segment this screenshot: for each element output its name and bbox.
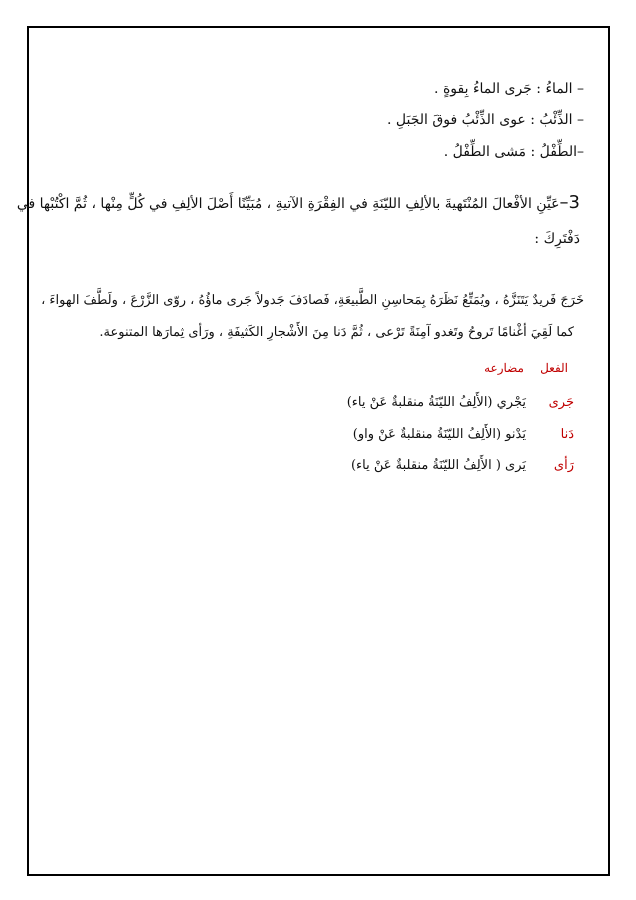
table-row-verb: جَرى <box>548 395 574 410</box>
example-wolf: – الذِّئْبُ : عوى الذِّئْبُ فوقَ الجَبَلِ . <box>387 112 584 128</box>
question-text: عَيِّنِ الأفْعالَ المُنْتَهيةَ بالألِفِ الليّنَةِ في الفِقْرَةِ الآتيةِ ، مُبَيِّنًا أَصْلَ الألِفِ في كُلٍّ مِنْها ، ثُمَّ اكْتُبْها في <box>16 196 560 212</box>
table-row-verb: رَأى <box>553 458 574 473</box>
table-header-verb: الفعل <box>540 361 568 375</box>
paragraph-line-2: كما لَقِيَ أغْنامًا تَروحُ وتَغدو آمِنَةً تَرْعى ، ثُمَّ دَنا مِنَ الأَشْجارِ الكَثيفَةِ ، ورَأى ثِمارَها المتنوعة. <box>99 325 574 340</box>
table-row-present: يَرى ( الأَلِفُ الليّنَةُ منقلبةٌ عَنْ ياء) <box>350 458 526 473</box>
table-row-present: يَجْري (الأَلِفُ الليّنَةُ منقلبةٌ عَنْ ياء) <box>346 395 526 410</box>
paragraph-line-1: خَرَجَ فَريدٌ يَتَنَزَّهُ ، ويُمَتِّعُ نَظَرَهُ بِمَحاسِنِ الطَّبيعَةِ، فَصادَفَ جَدولاً جَرى ماؤُهُ ، روّى الزَّرْعَ ، ولَطَّفَ الهواءَ ، <box>41 293 584 308</box>
example-water: – الماءُ : جَرى الماءُ بِقوةٍ . <box>434 81 584 97</box>
table-row-present: يَدْنو (الأَلِفُ الليّنَةُ منقلبةٌ عَنْ واو) <box>352 427 526 442</box>
table-header-present: مضارعه <box>484 361 524 375</box>
question-line-2: دَفْتَرِكَ : <box>534 231 580 247</box>
table-row-verb: دَنا <box>560 427 574 442</box>
question-line-1 <box>17 194 580 212</box>
question-number: 3– <box>559 192 580 213</box>
example-child: –الطِّفْلُ : مَشى الطِّفْلُ . <box>443 144 584 160</box>
